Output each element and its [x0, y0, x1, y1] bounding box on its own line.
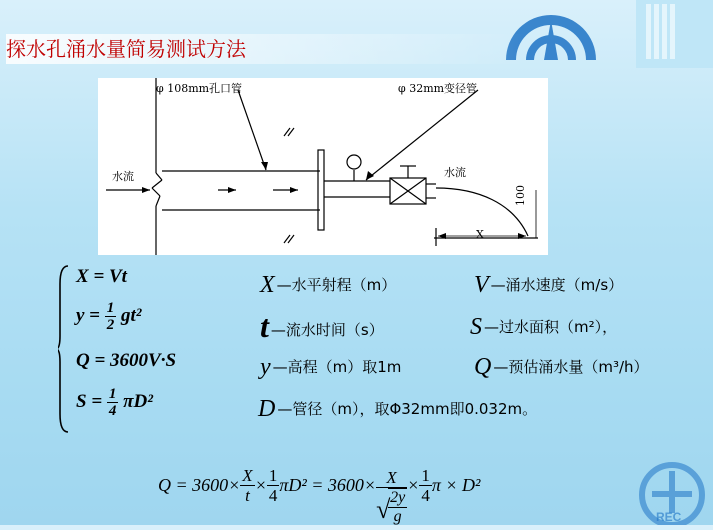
def-v: V —涌水速度（m/s） — [474, 272, 624, 298]
flow-in-label: 水流 — [112, 170, 134, 183]
def-t: t —流水时间（s） — [260, 308, 384, 344]
slide-title: 探水孔涌水量简易测试方法 — [6, 34, 526, 64]
def-q: Q —预估涌水量（m³/h） — [474, 354, 649, 380]
equation-area: S = $\frac{1}{4}$ πD² — [76, 386, 153, 419]
rec-logo-icon — [622, 455, 712, 525]
pipe-diagram — [98, 78, 548, 255]
equation-system — [58, 262, 258, 432]
def-x: X —水平射程（m） — [260, 272, 397, 298]
flow-out-label: 水流 — [444, 166, 466, 179]
equation-range: X = Vt — [76, 266, 127, 287]
horizontal-distance-label: X — [476, 228, 484, 241]
equation-flow: Q = 3600V·S — [76, 350, 177, 371]
reducer-pipe-label: φ 32mm变径管 — [398, 82, 478, 95]
equation-height: y = $\frac{1}{2}$ gt² — [76, 300, 142, 333]
height-label: 100 — [514, 185, 527, 206]
svg-text:REC: REC — [656, 510, 682, 524]
orifice-pipe-label: φ 108mm孔口管 — [156, 82, 243, 95]
final-formula: Q = 3600× $\frac{X}{t}$ × $\frac{1}{4}$ πD² = 3600× X √ $\frac{2y}{g}$ × $\frac{1}{4}$ π × D² — [158, 465, 481, 525]
def-y: y —高程（m）取1m — [260, 354, 402, 380]
def-d: D —管径（m），取Φ32mm即0.032m。 — [258, 396, 538, 422]
def-s: S —过水面积（m²）， — [470, 314, 618, 340]
